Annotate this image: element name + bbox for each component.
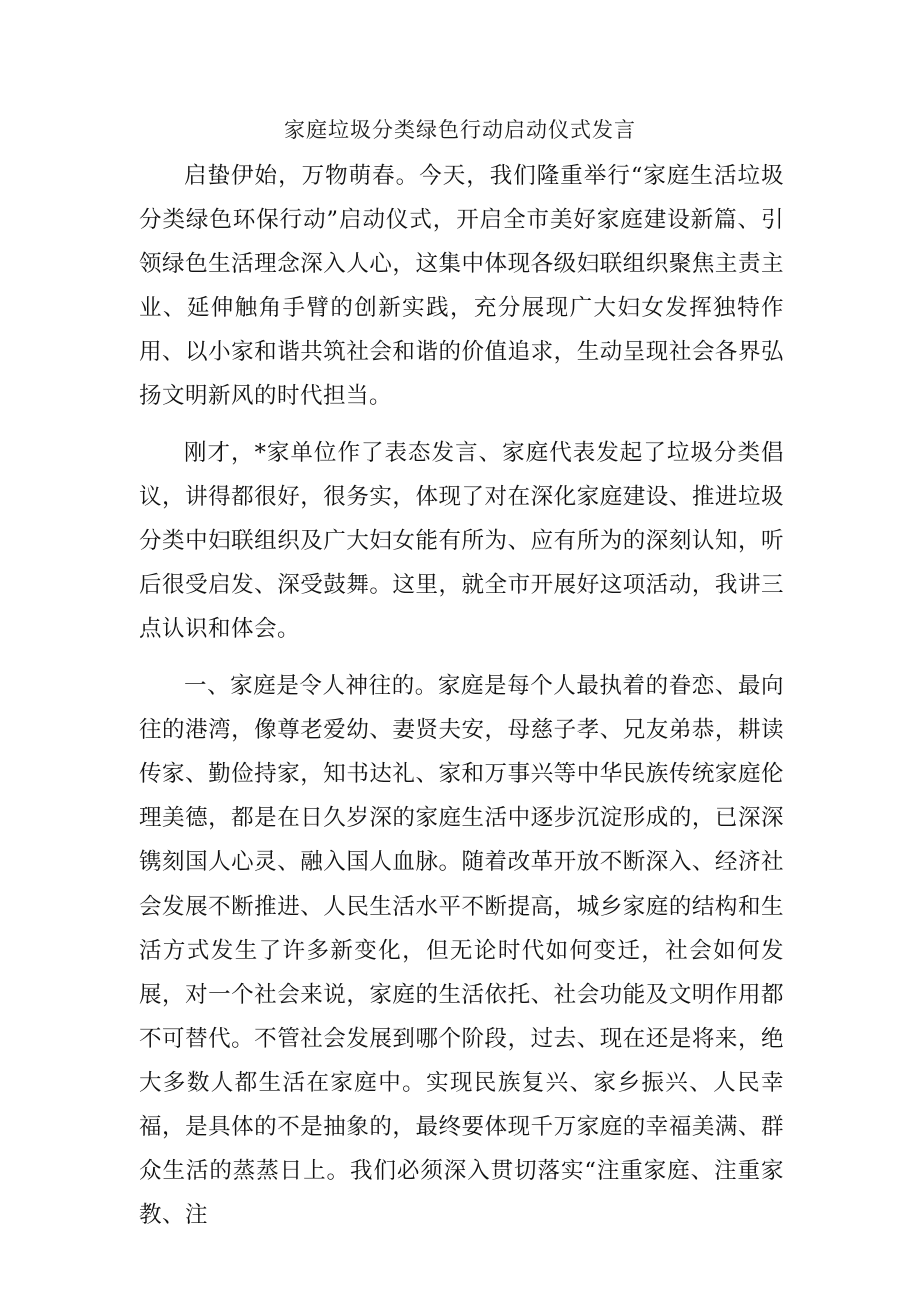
paragraph-opening: 启蛰伊始，万物萌春。今天，我们隆重举行“家庭生活垃圾分类绿色环保行动”启动仪式，开启全市美好家庭建设新篇、引领绿色生活理念深入人心，这集中体现各级妇联组织聚焦主责主业、延伸触角手臂的创新实践，充分展现广大妇女发挥独特作用、以小家和谐共筑社会和谐的价值追求，生动呈现社会各界弘扬文明新风的时代担当。 bbox=[139, 163, 784, 410]
paragraph-remarks: 刚才，*家单位作了表态发言、家庭代表发起了垃圾分类倡议，讲得都很好，很务实，体现了对在深化家庭建设、推进垃圾分类中妇联组织及广大妇女能有所为、应有所为的深刻认知，听后很受启发、深受鼓舞。这里，就全市开展好这项活动，我讲三点认识和体会。 bbox=[139, 440, 784, 643]
document-title: 家庭垃圾分类绿色行动启动仪式发言 bbox=[284, 118, 636, 142]
document-body bbox=[139, 154, 784, 1250]
paragraph-point-one: 一、家庭是令人神往的。家庭是每个人最执着的眷恋、最向往的港湾，像尊老爱幼、妻贤夫安，母慈子孝、兄友弟恭，耕读传家、勤俭持家，知书达礼、家和万事兴等中华民族传统家庭伦理美德，都是在日久岁深的家庭生活中逐步沉淀形成的，已深深镌刻国人心灵、融入国人血脉。随着改革开放不断深入、经济社会发展不断推进、人民生活水平不断提高，城乡家庭的结构和生活方式发生了许多新变化，但无论时代如何变迁，社会如何发展，对一个社会来说，家庭的生活依托、社会功能及文明作用都不可替代。不管社会发展到哪个阶段，过去、现在还是将来，绝大多数人都生活在家庭中。实现民族复兴、家乡振兴、人民幸福，是具体的不是抽象的，最终要体现千万家庭的幸福美满、群众生活的蒸蒸日上。我们必须深入贯切落实“注重家庭、注重家教、注 bbox=[139, 673, 784, 1229]
